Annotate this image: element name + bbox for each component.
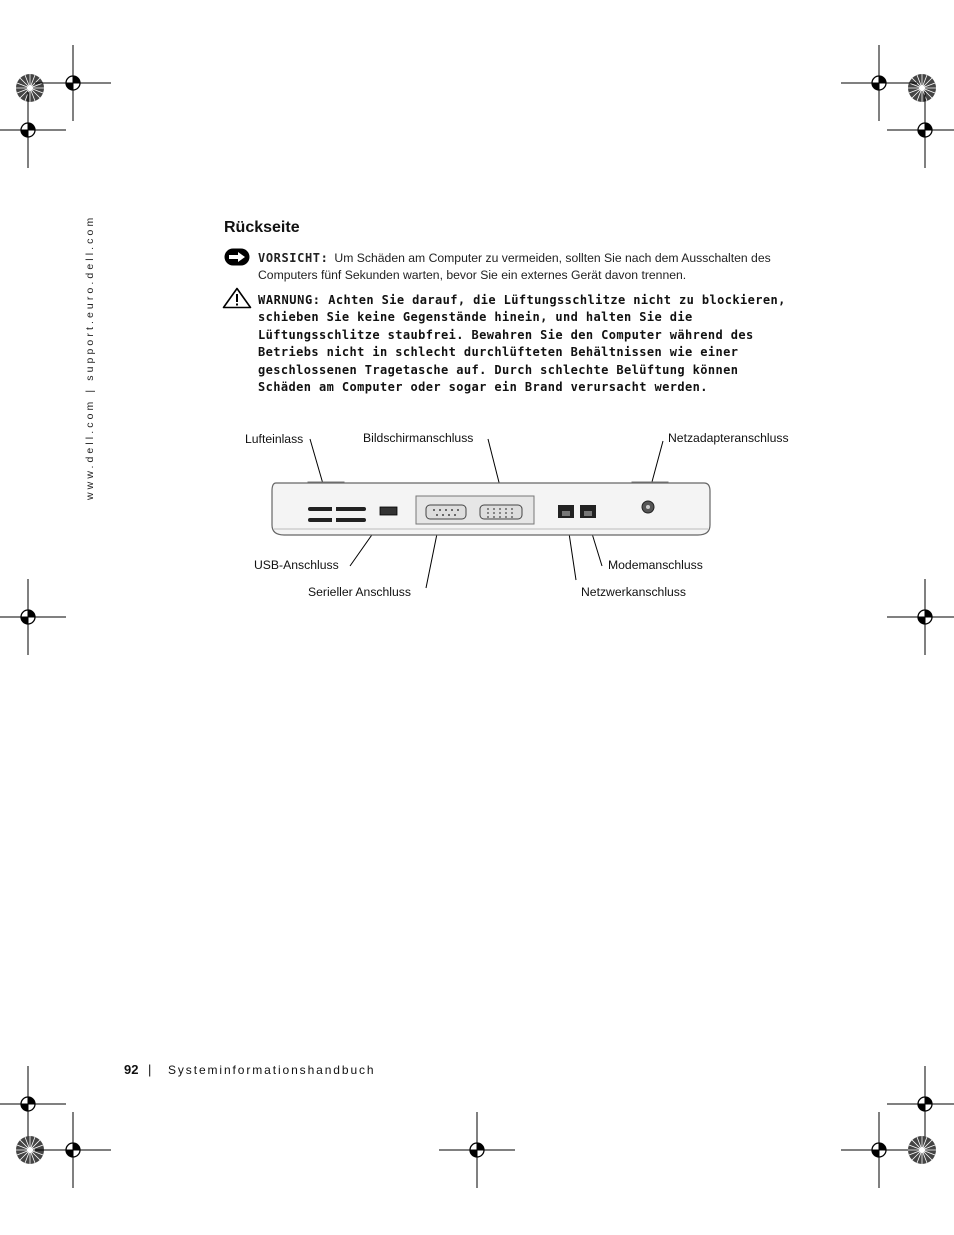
label-serial-connector: Serieller Anschluss bbox=[308, 585, 411, 599]
crop-mark-bottom-right bbox=[841, 1112, 917, 1188]
section-title: Rückseite bbox=[224, 219, 300, 236]
crop-mark-right-top bbox=[887, 92, 954, 168]
warning-text: Achten Sie darauf, die Lüftungsschlitze nicht zu blockieren, schieben Sie keine Gegenstände hinein, und halten Sie die Lüftungsschlitze staubfrei. Bewahren Sie den Computer während des Betriebs nicht in schlecht durchlüfteten Behältnissen wie einer geschlossenen Tragetasche auf. Durch schlechte Belüftung können Schäden am Computer oder sogar ein Brand verursacht werden. bbox=[258, 293, 786, 395]
warning-label: WARNUNG: bbox=[258, 293, 321, 307]
label-video-connector: Bildschirmanschluss bbox=[363, 431, 474, 445]
back-panel-diagram bbox=[240, 425, 800, 610]
crop-mark-left-bottom bbox=[0, 1066, 66, 1142]
notice-block bbox=[258, 250, 788, 284]
crop-mark-top-left bbox=[35, 45, 111, 121]
notice-text: Um Schäden am Computer zu vermeiden, sollten Sie nach dem Ausschalten des Computers fünf Sekunden warten, bevor Sie ein externes Gerät davon trennen. bbox=[258, 251, 771, 282]
crop-mark-left-middle bbox=[0, 579, 66, 655]
side-url-text: www.dell.com | support.euro.dell.com bbox=[84, 214, 96, 500]
label-usb-connector: USB-Anschluss bbox=[254, 558, 339, 572]
usb-port bbox=[380, 507, 397, 515]
color-star-top-left bbox=[16, 74, 44, 102]
color-star-bottom-right bbox=[908, 1136, 936, 1164]
label-ac-adapter-connector: Netzadapteranschluss bbox=[668, 431, 789, 445]
crop-mark-left-top bbox=[0, 92, 66, 168]
footer-separator: | bbox=[148, 1062, 152, 1077]
book-title: Systeminformationshandbuch bbox=[168, 1063, 376, 1077]
warning-block bbox=[258, 292, 798, 396]
crop-mark-top-right bbox=[841, 45, 917, 121]
page-number: 92 bbox=[124, 1062, 139, 1077]
crop-mark-bottom-center bbox=[439, 1112, 515, 1188]
notice-label: VORSICHT: bbox=[258, 251, 329, 265]
video-port bbox=[480, 505, 522, 519]
laptop-back-illustration bbox=[240, 425, 800, 610]
label-modem-connector: Modemanschluss bbox=[608, 558, 703, 572]
crop-mark-right-middle bbox=[887, 579, 954, 655]
crop-mark-right-bottom bbox=[887, 1066, 954, 1142]
warning-triangle-icon bbox=[222, 287, 252, 309]
serial-port bbox=[426, 505, 466, 519]
color-star-top-right bbox=[908, 74, 936, 102]
label-air-inlet: Lufteinlass bbox=[245, 432, 304, 446]
notice-hand-icon bbox=[224, 248, 250, 266]
crop-mark-bottom-left bbox=[35, 1112, 111, 1188]
label-network-connector: Netzwerkanschluss bbox=[581, 585, 686, 599]
